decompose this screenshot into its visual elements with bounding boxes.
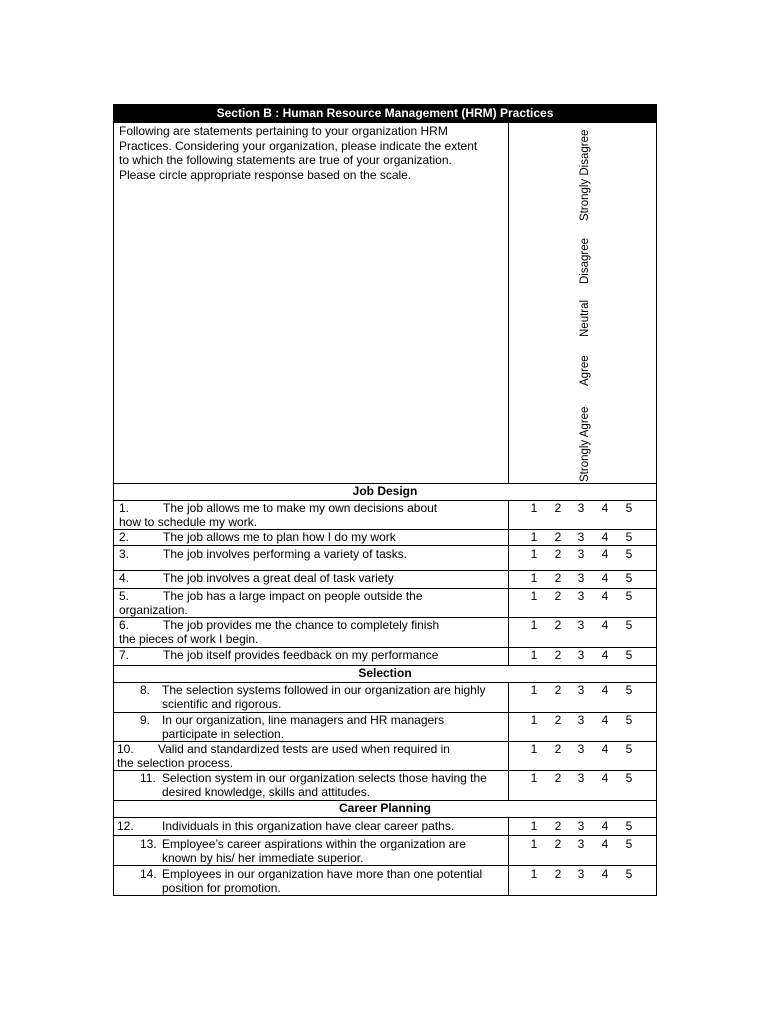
item-number: 7. [119, 648, 130, 662]
table-row-q13 [140, 837, 466, 851]
item-number: 14. [140, 867, 157, 881]
rating-option[interactable]: 2 [554, 683, 562, 697]
item-text: The job allows me to plan how I do my work [163, 530, 396, 544]
rating-option[interactable]: 1 [530, 530, 538, 544]
table-row-q5 [119, 589, 423, 603]
rating-option[interactable]: 3 [577, 547, 585, 561]
scale-label-disagree: Disagree [579, 237, 591, 284]
item-number: 13. [140, 837, 157, 851]
rating-option[interactable]: 2 [554, 742, 562, 756]
item-text-continued: known by his/ her immediate superior. [162, 851, 364, 865]
rating-option[interactable]: 3 [577, 618, 585, 632]
rating-option[interactable]: 1 [530, 837, 538, 851]
scale-label-neutral: Neutral [579, 299, 591, 337]
scale-label-strongly-disagree: Strongly Disagree [579, 129, 591, 221]
item-number: 1. [119, 501, 130, 515]
table-row-q6 [119, 618, 440, 632]
rating-option[interactable]: 3 [577, 648, 585, 662]
section-title: Section B : Human Resource Management (HRM) Practices [113, 104, 657, 123]
rating-option[interactable]: 5 [625, 771, 633, 785]
rating-option[interactable]: 5 [625, 571, 633, 585]
rating-option[interactable]: 3 [577, 589, 585, 603]
item-number: 3. [119, 547, 130, 561]
column-divider-career [508, 817, 509, 896]
rating-option[interactable]: 5 [625, 742, 633, 756]
rating-option[interactable]: 2 [554, 648, 562, 662]
column-divider-top [508, 123, 509, 484]
intro-text: Following are statements pertaining to your organization HRM Practices. Considering your organization, please indicate the extent to which the following statements are true of your organization. Please circle appropriate response based on the scale. [119, 124, 478, 182]
rating-option[interactable]: 4 [601, 683, 609, 697]
rating-option[interactable]: 1 [530, 648, 538, 662]
table-row-q2 [119, 530, 396, 544]
item-text: The job allows me to make my own decisions about [163, 501, 438, 515]
row-divider [113, 817, 657, 818]
rating-option[interactable]: 2 [554, 771, 562, 785]
rating-option[interactable]: 3 [577, 501, 585, 515]
rating-option[interactable]: 2 [554, 713, 562, 727]
rating-option[interactable]: 1 [530, 618, 538, 632]
rating-option[interactable]: 1 [530, 819, 538, 833]
table-row-q12 [117, 819, 455, 833]
rating-option[interactable]: 3 [577, 683, 585, 697]
rating-option[interactable]: 4 [601, 571, 609, 585]
section-heading-selection: Selection [358, 666, 412, 680]
item-number: 6. [119, 618, 130, 632]
rating-option[interactable]: 2 [554, 589, 562, 603]
rating-option[interactable]: 4 [601, 589, 609, 603]
item-number: 4. [119, 571, 130, 585]
rating-option[interactable]: 2 [554, 867, 562, 881]
table-row-q14 [140, 867, 483, 881]
row-divider [113, 865, 657, 866]
rating-option[interactable]: 1 [530, 589, 538, 603]
rating-option[interactable]: 4 [601, 648, 609, 662]
item-text: Valid and standardized tests are used when required in [158, 742, 450, 756]
rating-option[interactable]: 5 [625, 530, 633, 544]
item-text-continued: scientific and rigorous. [162, 697, 282, 711]
rating-option[interactable]: 5 [625, 713, 633, 727]
rating-option[interactable]: 4 [601, 547, 609, 561]
item-number: 2. [119, 530, 130, 544]
item-text-continued: participate in selection. [162, 727, 285, 741]
rating-option[interactable]: 1 [530, 867, 538, 881]
rating-option[interactable]: 2 [554, 618, 562, 632]
rating-option[interactable]: 5 [625, 547, 633, 561]
row-divider [113, 835, 657, 836]
rating-option[interactable]: 4 [601, 530, 609, 544]
item-text-continued: how to schedule my work. [119, 515, 258, 529]
rating-option[interactable]: 4 [601, 837, 609, 851]
rating-option[interactable]: 1 [530, 713, 538, 727]
rating-option[interactable]: 1 [530, 501, 538, 515]
rating-option[interactable]: 2 [554, 819, 562, 833]
section-heading-job-design: Job Design [352, 484, 418, 498]
table-border-bottom [113, 895, 657, 896]
section-heading-career-planning: Career Planning [338, 801, 432, 815]
item-text: Employee’s career aspirations within the organization are [162, 837, 466, 851]
rating-option[interactable]: 1 [530, 683, 538, 697]
column-divider-jobdesign [508, 500, 509, 665]
rating-option[interactable]: 1 [530, 547, 538, 561]
rating-option[interactable]: 4 [601, 742, 609, 756]
rating-option[interactable]: 4 [601, 618, 609, 632]
rating-option[interactable]: 3 [577, 819, 585, 833]
rating-option[interactable]: 5 [625, 589, 633, 603]
rating-option[interactable]: 4 [601, 819, 609, 833]
item-number: 11. [140, 771, 156, 785]
item-text: Individuals in this organization have clear career paths. [162, 819, 455, 833]
item-number: 5. [119, 589, 130, 603]
rating-option[interactable]: 3 [577, 530, 585, 544]
hrm-practices-table [113, 104, 657, 896]
rating-option[interactable]: 3 [577, 571, 585, 585]
item-text: The job itself provides feedback on my performance [163, 648, 439, 662]
rating-option[interactable]: 2 [554, 571, 562, 585]
item-text: The job involves a great deal of task variety [163, 571, 394, 585]
item-number: 10. [117, 742, 134, 756]
scale-label-agree: Agree [579, 355, 591, 386]
item-text: The job has a large impact on people outside the [163, 589, 423, 603]
scale-label-strongly-agree: Strongly Agree [579, 406, 591, 482]
table-row-q10 [117, 742, 450, 756]
rating-option[interactable]: 1 [530, 771, 538, 785]
item-text: The selection systems followed in our organization are highly [162, 683, 486, 697]
rating-option[interactable]: 2 [554, 547, 562, 561]
item-text: Selection system in our organization selects those having the [162, 771, 487, 785]
rating-option[interactable]: 5 [625, 837, 633, 851]
table-row-q11 [140, 771, 487, 785]
table-row-q1 [119, 501, 438, 515]
item-number: 12. [117, 819, 134, 833]
rating-option[interactable]: 4 [601, 501, 609, 515]
rating-option[interactable]: 1 [530, 742, 538, 756]
rating-option[interactable]: 2 [554, 837, 562, 851]
rating-option[interactable]: 3 [577, 837, 585, 851]
item-text: The job involves performing a variety of tasks. [163, 547, 408, 561]
table-row-q7 [119, 648, 439, 662]
rating-option[interactable]: 5 [625, 867, 633, 881]
rating-option[interactable]: 2 [554, 501, 562, 515]
table-row-q9 [140, 713, 445, 727]
item-number: 9. [140, 713, 151, 727]
table-row-q8 [140, 683, 486, 697]
rating-option[interactable]: 5 [625, 618, 633, 632]
item-text-continued: desired knowledge, skills and attitudes. [162, 785, 371, 799]
item-number: 8. [140, 683, 151, 697]
rating-option[interactable]: 3 [577, 867, 585, 881]
rating-option[interactable]: 5 [625, 501, 633, 515]
item-text-continued: organization. [119, 603, 188, 617]
rating-option[interactable]: 5 [625, 819, 633, 833]
row-divider [113, 545, 657, 546]
item-text-continued: the selection process. [117, 756, 234, 770]
item-text-continued: position for promotion. [162, 881, 281, 895]
item-text: Employees in our organization have more than one potential [162, 867, 483, 881]
rating-option[interactable]: 4 [601, 867, 609, 881]
item-text: In our organization, line managers and HR managers [162, 713, 445, 727]
table-row-q3 [119, 547, 408, 561]
item-text: The job provides me the chance to completely finish [163, 618, 440, 632]
rating-option[interactable]: 5 [625, 683, 633, 697]
rating-option[interactable]: 4 [601, 771, 609, 785]
rating-option[interactable]: 3 [577, 742, 585, 756]
rating-option[interactable]: 4 [601, 713, 609, 727]
rating-option[interactable]: 3 [577, 713, 585, 727]
rating-option[interactable]: 2 [554, 530, 562, 544]
table-row-q4 [119, 571, 394, 585]
rating-option[interactable]: 1 [530, 571, 538, 585]
rating-option[interactable]: 3 [577, 771, 585, 785]
item-text-continued: the pieces of work I begin. [119, 632, 259, 646]
rating-option[interactable]: 5 [625, 648, 633, 662]
